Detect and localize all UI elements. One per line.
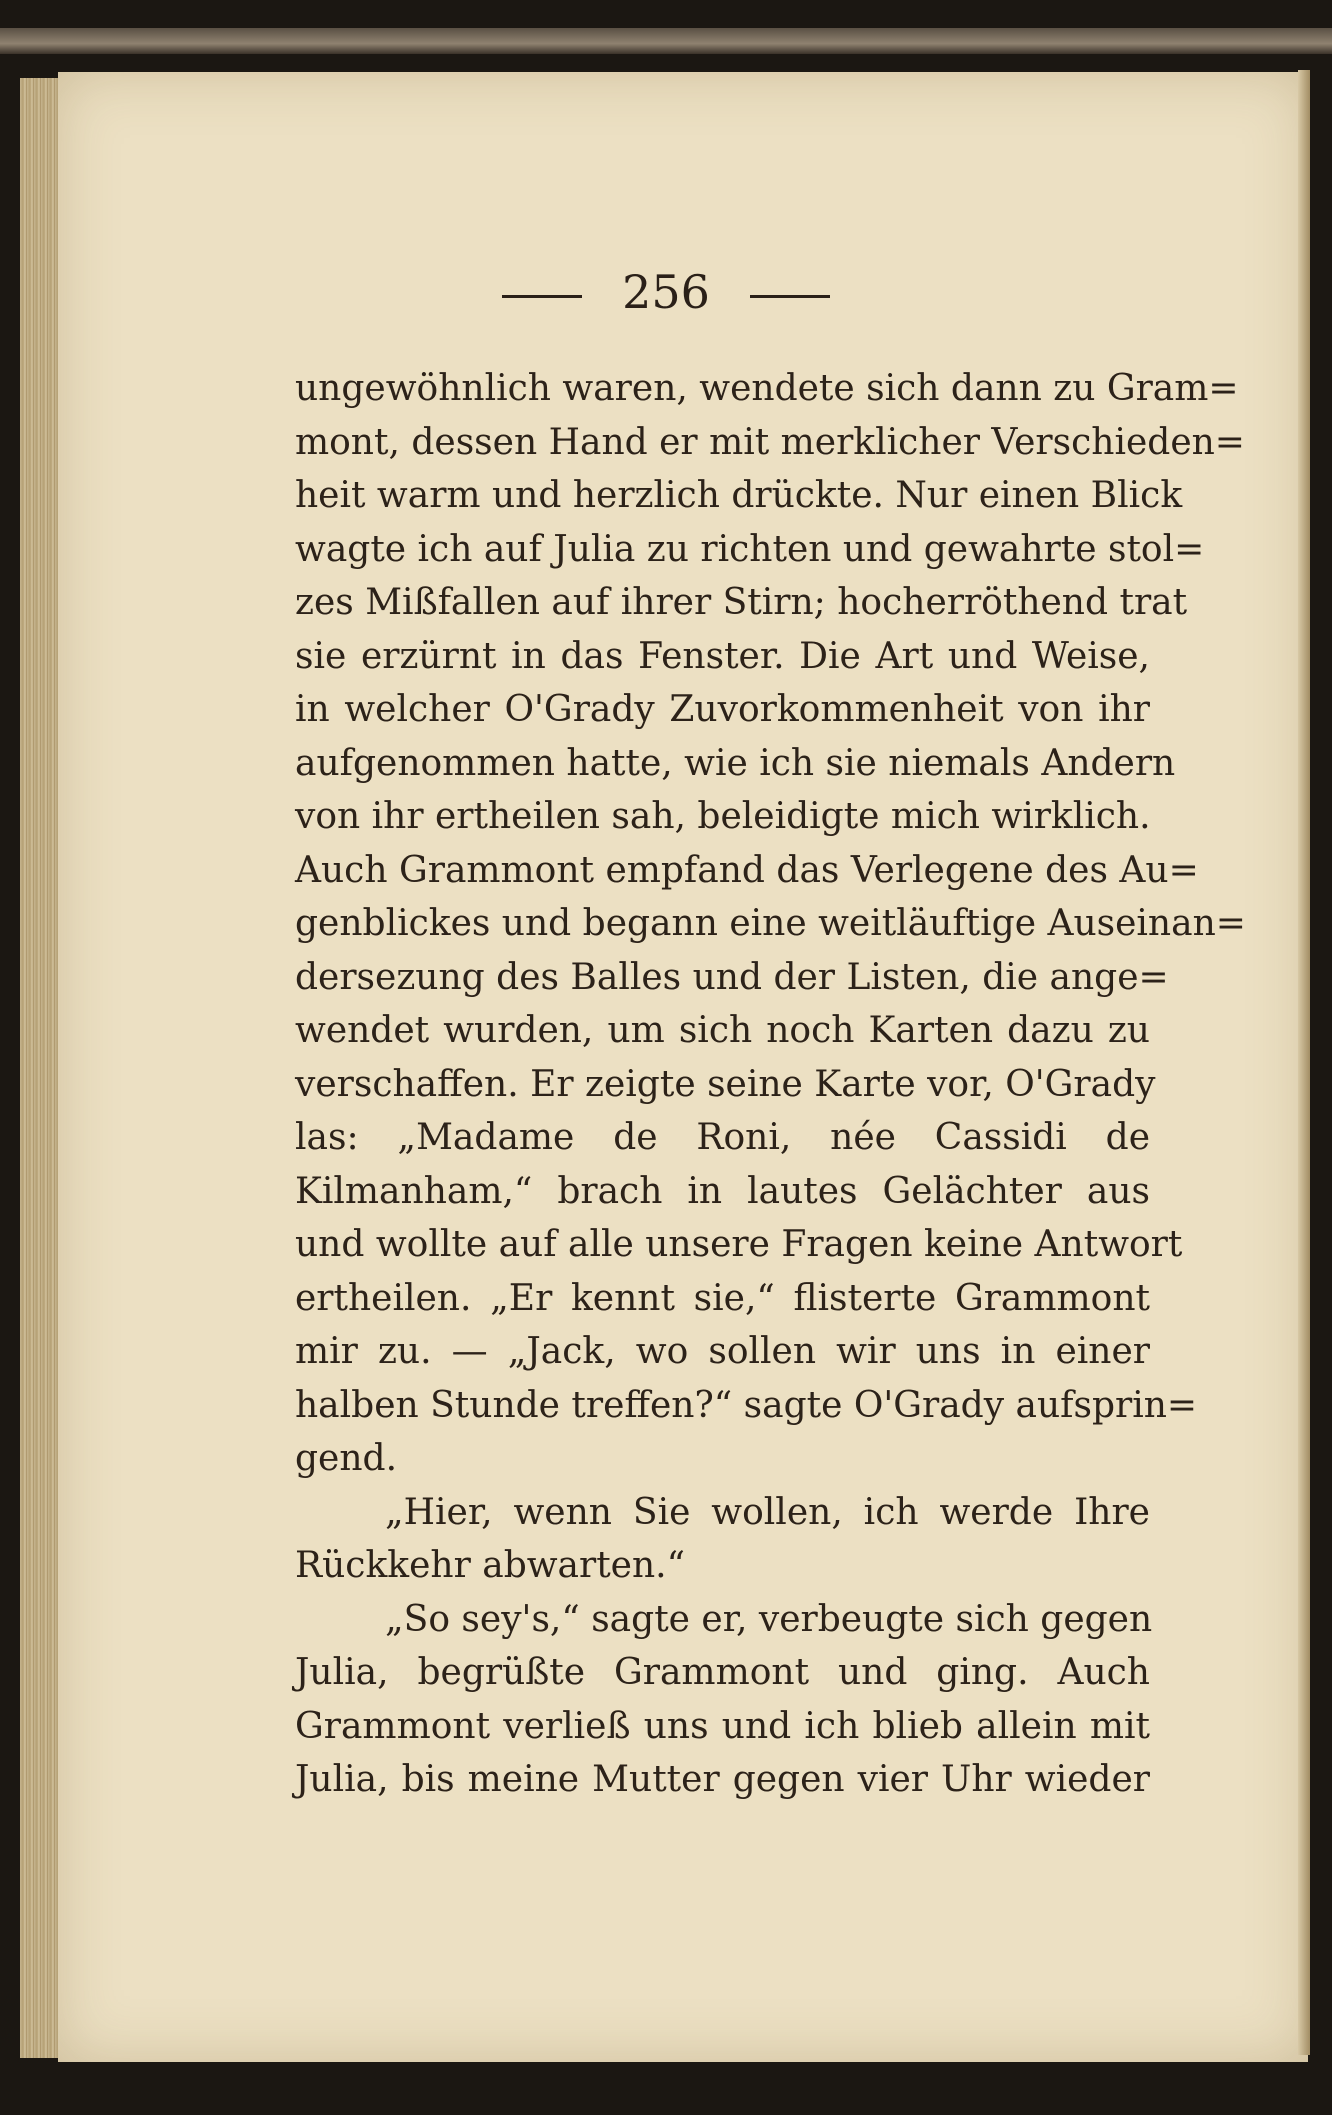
text-line: zes Mißfallen auf ihrer Stirn; hocherröthend trat xyxy=(295,582,1188,623)
text-line: „So sey's,“ sagte er, verbeugte sich gegen xyxy=(385,1598,1153,1640)
text-line: „Hier, wenn Sie wollen, ich werde Ihre xyxy=(385,1491,1150,1533)
text-line: Kilmanham,“ brach in lautes Gelächter aus xyxy=(295,1170,1150,1212)
book-top-edge xyxy=(0,28,1332,54)
text-line: Grammont verließ uns und ich blieb allein mit xyxy=(295,1705,1150,1747)
text-line: wendet wurden, um sich noch Karten dazu zu xyxy=(295,1010,1150,1051)
page-right-edge xyxy=(1298,70,1310,2055)
text-line: und wollte auf alle unsere Fragen keine Antwort xyxy=(295,1224,1183,1265)
text-line: dersezung des Balles und der Listen, die ange= xyxy=(295,956,1169,998)
text-line: halben Stunde treffen?“ sagte O'Grady aufsprin= xyxy=(295,1384,1198,1426)
text-line: mir zu. — „Jack, wo sollen wir uns in einer xyxy=(295,1331,1150,1372)
text-line: von ihr ertheilen sah, beleidigte mich wirklich. xyxy=(295,796,1151,837)
text-line: sie erzürnt in das Fenster. Die Art und Weise, xyxy=(295,635,1150,677)
text-line: in welcher O'Grady Zuvorkommenheit von ihr xyxy=(295,689,1150,730)
text-line: las: „Madame de Roni, née Cassidi de xyxy=(295,1117,1150,1158)
header-dash-right xyxy=(750,295,830,298)
text-line: aufgenommen hatte, wie ich sie niemals Andern xyxy=(295,742,1176,784)
body-text xyxy=(295,362,1246,1807)
text-line: ertheilen. „Er kennt sie,“ flisterte Grammont xyxy=(295,1277,1150,1319)
text-line: verschaffen. Er zeigte seine Karte vor, O'Grady xyxy=(295,1063,1156,1105)
page-number: 256 xyxy=(622,265,710,319)
text-line: Julia, begrüßte Grammont und ging. Auch xyxy=(295,1652,1150,1693)
text-line: wagte ich auf Julia zu richten und gewahrte stol= xyxy=(295,528,1205,570)
text-line: heit warm und herzlich drückte. Nur einen Blick xyxy=(295,475,1183,516)
text-line: Julia, bis meine Mutter gegen vier Uhr wieder xyxy=(295,1759,1150,1800)
text-line: gend. xyxy=(295,1438,398,1479)
page-stack-edges xyxy=(20,78,62,2058)
page-header xyxy=(0,262,1332,322)
text-line: Rückkehr abwarten.“ xyxy=(295,1545,686,1586)
text-line: ungewöhnlich waren, wendete sich dann zu Gram= xyxy=(295,368,1239,409)
text-line: genblickes und begann eine weitläuftige Auseinan= xyxy=(295,903,1246,944)
text-line: mont, dessen Hand er mit merklicher Verschieden= xyxy=(295,421,1245,463)
text-line: Auch Grammont empfand das Verlegene des Au= xyxy=(295,849,1199,891)
header-dash-left xyxy=(502,295,582,298)
